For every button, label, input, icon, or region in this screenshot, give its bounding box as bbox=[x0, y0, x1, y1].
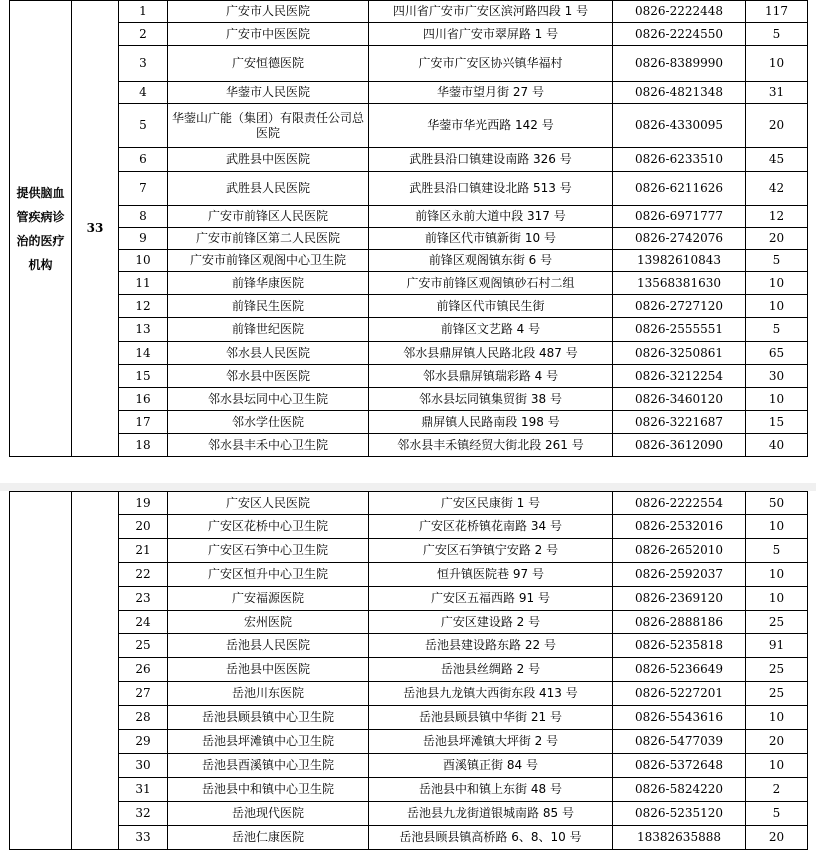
total-count-cell bbox=[72, 492, 119, 850]
hospital-name: 广安市前锋区观阁中心卫生院 bbox=[168, 250, 369, 272]
row-number: 3 bbox=[119, 46, 168, 82]
hospital-phone: 0826-5227201 bbox=[613, 682, 746, 706]
row-number: 27 bbox=[119, 682, 168, 706]
hospital-address: 前锋区永前大道中段 317 号 bbox=[369, 206, 613, 228]
hospital-name: 前锋华康医院 bbox=[168, 272, 369, 295]
bed-count: 10 bbox=[746, 563, 808, 587]
table-row bbox=[10, 172, 808, 206]
hospital-name: 邻水县坛同中心卫生院 bbox=[168, 388, 369, 411]
hospital-phone: 0826-5543616 bbox=[613, 706, 746, 730]
hospital-phone: 0826-6233510 bbox=[613, 148, 746, 172]
hospital-address: 邻水县丰禾镇经贸大街北段 261 号 bbox=[369, 434, 613, 457]
hospital-phone: 0826-5372648 bbox=[613, 754, 746, 778]
hospital-address: 前锋区观阁镇东街 6 号 bbox=[369, 250, 613, 272]
bed-count: 10 bbox=[746, 587, 808, 611]
bed-count: 12 bbox=[746, 206, 808, 228]
hospital-name: 邻水县丰禾中心卫生院 bbox=[168, 434, 369, 457]
hospital-address: 邻水县坛同镇集贸街 38 号 bbox=[369, 388, 613, 411]
hospital-address: 广安区花桥镇花南路 34 号 bbox=[369, 515, 613, 539]
row-number: 18 bbox=[119, 434, 168, 457]
hospital-name: 广安区花桥中心卫生院 bbox=[168, 515, 369, 539]
hospital-phone: 0826-2555551 bbox=[613, 318, 746, 342]
hospital-phone: 0826-5235120 bbox=[613, 802, 746, 826]
table-row bbox=[10, 754, 808, 778]
hospital-address: 岳池县顾县镇高桥路 6、8、10 号 bbox=[369, 826, 613, 850]
bed-count: 5 bbox=[746, 318, 808, 342]
row-number: 30 bbox=[119, 754, 168, 778]
hospital-phone: 0826-5236649 bbox=[613, 658, 746, 682]
bed-count: 65 bbox=[746, 342, 808, 365]
table-row bbox=[10, 730, 808, 754]
hospital-name: 广安区石笋中心卫生院 bbox=[168, 539, 369, 563]
hospital-phone: 0826-6971777 bbox=[613, 206, 746, 228]
row-number: 14 bbox=[119, 342, 168, 365]
bed-count: 42 bbox=[746, 172, 808, 206]
hospital-phone: 0826-3250861 bbox=[613, 342, 746, 365]
row-number: 2 bbox=[119, 23, 168, 46]
category-cell bbox=[10, 492, 72, 850]
row-number: 23 bbox=[119, 587, 168, 611]
row-number: 28 bbox=[119, 706, 168, 730]
hospital-table-part1 bbox=[9, 0, 808, 457]
row-number: 7 bbox=[119, 172, 168, 206]
hospital-name: 岳池县顾县镇中心卫生院 bbox=[168, 706, 369, 730]
bed-count: 5 bbox=[746, 250, 808, 272]
row-number: 10 bbox=[119, 250, 168, 272]
row-number: 19 bbox=[119, 492, 168, 515]
hospital-address: 鼎屏镇人民路南段 198 号 bbox=[369, 411, 613, 434]
hospital-phone: 0826-3212254 bbox=[613, 365, 746, 388]
table-row bbox=[10, 206, 808, 228]
hospital-phone: 0826-3221687 bbox=[613, 411, 746, 434]
bed-count: 20 bbox=[746, 228, 808, 250]
bed-count: 117 bbox=[746, 1, 808, 23]
row-number: 17 bbox=[119, 411, 168, 434]
category-cell: 提供脑血管疾病诊治的医疗机构 bbox=[10, 1, 72, 457]
hospital-phone: 13568381630 bbox=[613, 272, 746, 295]
hospital-name: 广安区恒升中心卫生院 bbox=[168, 563, 369, 587]
hospital-name: 华蓥山广能（集团）有限责任公司总医院 bbox=[168, 104, 369, 148]
hospital-address: 广安区民康街 1 号 bbox=[369, 492, 613, 515]
hospital-address: 武胜县沿口镇建设北路 513 号 bbox=[369, 172, 613, 206]
hospital-phone: 0826-2727120 bbox=[613, 295, 746, 318]
bed-count: 45 bbox=[746, 148, 808, 172]
hospital-phone: 18382635888 bbox=[613, 826, 746, 850]
row-number: 33 bbox=[119, 826, 168, 850]
hospital-name: 邻水县人民医院 bbox=[168, 342, 369, 365]
row-number: 1 bbox=[119, 1, 168, 23]
hospital-name: 广安区人民医院 bbox=[168, 492, 369, 515]
hospital-table-part2 bbox=[9, 491, 808, 850]
hospital-phone: 0826-2224550 bbox=[613, 23, 746, 46]
table-row bbox=[10, 104, 808, 148]
bed-count: 10 bbox=[746, 388, 808, 411]
bed-count: 31 bbox=[746, 82, 808, 104]
row-number: 22 bbox=[119, 563, 168, 587]
hospital-address: 华蓥市华光西路 142 号 bbox=[369, 104, 613, 148]
hospital-name: 广安市前锋区第二人民医院 bbox=[168, 228, 369, 250]
hospital-name: 岳池县酉溪镇中心卫生院 bbox=[168, 754, 369, 778]
hospital-name: 岳池县人民医院 bbox=[168, 634, 369, 658]
hospital-phone: 0826-2742076 bbox=[613, 228, 746, 250]
hospital-phone: 0826-2592037 bbox=[613, 563, 746, 587]
hospital-address: 华蓥市望月街 27 号 bbox=[369, 82, 613, 104]
table-row bbox=[10, 706, 808, 730]
table-row bbox=[10, 802, 808, 826]
table-row bbox=[10, 82, 808, 104]
row-number: 15 bbox=[119, 365, 168, 388]
hospital-address: 广安区五福西路 91 号 bbox=[369, 587, 613, 611]
table-row bbox=[10, 272, 808, 295]
row-number: 12 bbox=[119, 295, 168, 318]
table-row bbox=[10, 587, 808, 611]
page-gap bbox=[0, 483, 816, 491]
table-row bbox=[10, 778, 808, 802]
row-number: 4 bbox=[119, 82, 168, 104]
hospital-name: 广安市中医医院 bbox=[168, 23, 369, 46]
hospital-address: 广安区石笋镇宁安路 2 号 bbox=[369, 539, 613, 563]
bed-count: 10 bbox=[746, 46, 808, 82]
bed-count: 20 bbox=[746, 104, 808, 148]
bed-count: 10 bbox=[746, 515, 808, 539]
table-row bbox=[10, 250, 808, 272]
hospital-phone: 0826-8389990 bbox=[613, 46, 746, 82]
hospital-address: 广安区建设路 2 号 bbox=[369, 611, 613, 634]
hospital-name: 广安市人民医院 bbox=[168, 1, 369, 23]
hospital-phone: 13982610843 bbox=[613, 250, 746, 272]
table-row bbox=[10, 46, 808, 82]
hospital-name: 前锋世纪医院 bbox=[168, 318, 369, 342]
row-number: 9 bbox=[119, 228, 168, 250]
row-number: 25 bbox=[119, 634, 168, 658]
bed-count: 10 bbox=[746, 295, 808, 318]
table-row bbox=[10, 388, 808, 411]
hospital-phone: 0826-2222448 bbox=[613, 1, 746, 23]
hospital-address: 四川省广安市广安区滨河路四段 1 号 bbox=[369, 1, 613, 23]
table-row bbox=[10, 295, 808, 318]
hospital-phone: 0826-4330095 bbox=[613, 104, 746, 148]
hospital-address: 岳池县丝绸路 2 号 bbox=[369, 658, 613, 682]
hospital-phone: 0826-6211626 bbox=[613, 172, 746, 206]
bed-count: 2 bbox=[746, 778, 808, 802]
table-page-1 bbox=[9, 0, 807, 457]
hospital-name: 华蓥市人民医院 bbox=[168, 82, 369, 104]
row-number: 13 bbox=[119, 318, 168, 342]
table-row bbox=[10, 492, 808, 515]
bed-count: 91 bbox=[746, 634, 808, 658]
hospital-address: 前锋区代市镇民生街 bbox=[369, 295, 613, 318]
hospital-address: 岳池县坪滩镇大坪街 2 号 bbox=[369, 730, 613, 754]
bed-count: 20 bbox=[746, 826, 808, 850]
table-row bbox=[10, 228, 808, 250]
hospital-name: 广安福源医院 bbox=[168, 587, 369, 611]
bed-count: 25 bbox=[746, 658, 808, 682]
hospital-address: 广安市前锋区观阁镇砂石村二组 bbox=[369, 272, 613, 295]
hospital-phone: 0826-3612090 bbox=[613, 434, 746, 457]
table-page-2 bbox=[9, 491, 807, 850]
hospital-address: 邻水县鼎屏镇人民路北段 487 号 bbox=[369, 342, 613, 365]
row-number: 32 bbox=[119, 802, 168, 826]
hospital-name: 邻水学仕医院 bbox=[168, 411, 369, 434]
hospital-address: 前锋区文艺路 4 号 bbox=[369, 318, 613, 342]
hospital-name: 邻水县中医医院 bbox=[168, 365, 369, 388]
table-row bbox=[10, 682, 808, 706]
bed-count: 5 bbox=[746, 802, 808, 826]
hospital-name: 岳池县中医医院 bbox=[168, 658, 369, 682]
row-number: 21 bbox=[119, 539, 168, 563]
bed-count: 25 bbox=[746, 611, 808, 634]
hospital-name: 广安恒德医院 bbox=[168, 46, 369, 82]
hospital-name: 宏州医院 bbox=[168, 611, 369, 634]
hospital-address: 岳池县九龙街道银城南路 85 号 bbox=[369, 802, 613, 826]
bed-count: 30 bbox=[746, 365, 808, 388]
hospital-phone: 0826-2532016 bbox=[613, 515, 746, 539]
row-number: 11 bbox=[119, 272, 168, 295]
row-number: 20 bbox=[119, 515, 168, 539]
hospital-phone: 0826-2222554 bbox=[613, 492, 746, 515]
row-number: 24 bbox=[119, 611, 168, 634]
hospital-phone: 0826-4821348 bbox=[613, 82, 746, 104]
hospital-phone: 0826-5824220 bbox=[613, 778, 746, 802]
table-row bbox=[10, 515, 808, 539]
row-number: 26 bbox=[119, 658, 168, 682]
table-row bbox=[10, 318, 808, 342]
hospital-name: 岳池现代医院 bbox=[168, 802, 369, 826]
hospital-address: 广安市广安区协兴镇华福村 bbox=[369, 46, 613, 82]
hospital-address: 四川省广安市翠屏路 1 号 bbox=[369, 23, 613, 46]
bed-count: 25 bbox=[746, 682, 808, 706]
bed-count: 10 bbox=[746, 272, 808, 295]
hospital-name: 岳池县中和镇中心卫生院 bbox=[168, 778, 369, 802]
hospital-phone: 0826-2888186 bbox=[613, 611, 746, 634]
total-count-cell: 33 bbox=[72, 1, 119, 457]
row-number: 6 bbox=[119, 148, 168, 172]
hospital-address: 岳池县建设路东路 22 号 bbox=[369, 634, 613, 658]
hospital-name: 岳池仁康医院 bbox=[168, 826, 369, 850]
table-row bbox=[10, 539, 808, 563]
hospital-name: 广安市前锋区人民医院 bbox=[168, 206, 369, 228]
hospital-address: 前锋区代市镇新街 10 号 bbox=[369, 228, 613, 250]
hospital-address: 酉溪镇正街 84 号 bbox=[369, 754, 613, 778]
table-row bbox=[10, 611, 808, 634]
hospital-address: 邻水县鼎屏镇瑞彩路 4 号 bbox=[369, 365, 613, 388]
hospital-address: 岳池县顾县镇中华街 21 号 bbox=[369, 706, 613, 730]
bed-count: 50 bbox=[746, 492, 808, 515]
hospital-name: 武胜县人民医院 bbox=[168, 172, 369, 206]
table-row bbox=[10, 411, 808, 434]
table-row bbox=[10, 148, 808, 172]
bed-count: 15 bbox=[746, 411, 808, 434]
hospital-phone: 0826-5477039 bbox=[613, 730, 746, 754]
table-row bbox=[10, 365, 808, 388]
hospital-address: 岳池县九龙镇大西街东段 413 号 bbox=[369, 682, 613, 706]
row-number: 8 bbox=[119, 206, 168, 228]
table-row bbox=[10, 23, 808, 46]
bed-count: 5 bbox=[746, 23, 808, 46]
table-row bbox=[10, 434, 808, 457]
hospital-phone: 0826-2369120 bbox=[613, 587, 746, 611]
row-number: 5 bbox=[119, 104, 168, 148]
hospital-name: 武胜县中医医院 bbox=[168, 148, 369, 172]
bed-count: 40 bbox=[746, 434, 808, 457]
hospital-phone: 0826-2652010 bbox=[613, 539, 746, 563]
table-row bbox=[10, 563, 808, 587]
row-number: 31 bbox=[119, 778, 168, 802]
hospital-name: 岳池县坪滩镇中心卫生院 bbox=[168, 730, 369, 754]
hospital-address: 岳池县中和镇上东街 48 号 bbox=[369, 778, 613, 802]
hospital-phone: 0826-5235818 bbox=[613, 634, 746, 658]
hospital-phone: 0826-3460120 bbox=[613, 388, 746, 411]
table-row bbox=[10, 342, 808, 365]
hospital-address: 恒升镇医院巷 97 号 bbox=[369, 563, 613, 587]
table-row bbox=[10, 1, 808, 23]
bed-count: 20 bbox=[746, 730, 808, 754]
table-row bbox=[10, 826, 808, 850]
bed-count: 10 bbox=[746, 706, 808, 730]
hospital-address: 武胜县沿口镇建设南路 326 号 bbox=[369, 148, 613, 172]
bed-count: 5 bbox=[746, 539, 808, 563]
bed-count: 10 bbox=[746, 754, 808, 778]
row-number: 16 bbox=[119, 388, 168, 411]
hospital-name: 岳池川东医院 bbox=[168, 682, 369, 706]
hospital-name: 前锋民生医院 bbox=[168, 295, 369, 318]
table-row bbox=[10, 634, 808, 658]
row-number: 29 bbox=[119, 730, 168, 754]
table-row bbox=[10, 658, 808, 682]
